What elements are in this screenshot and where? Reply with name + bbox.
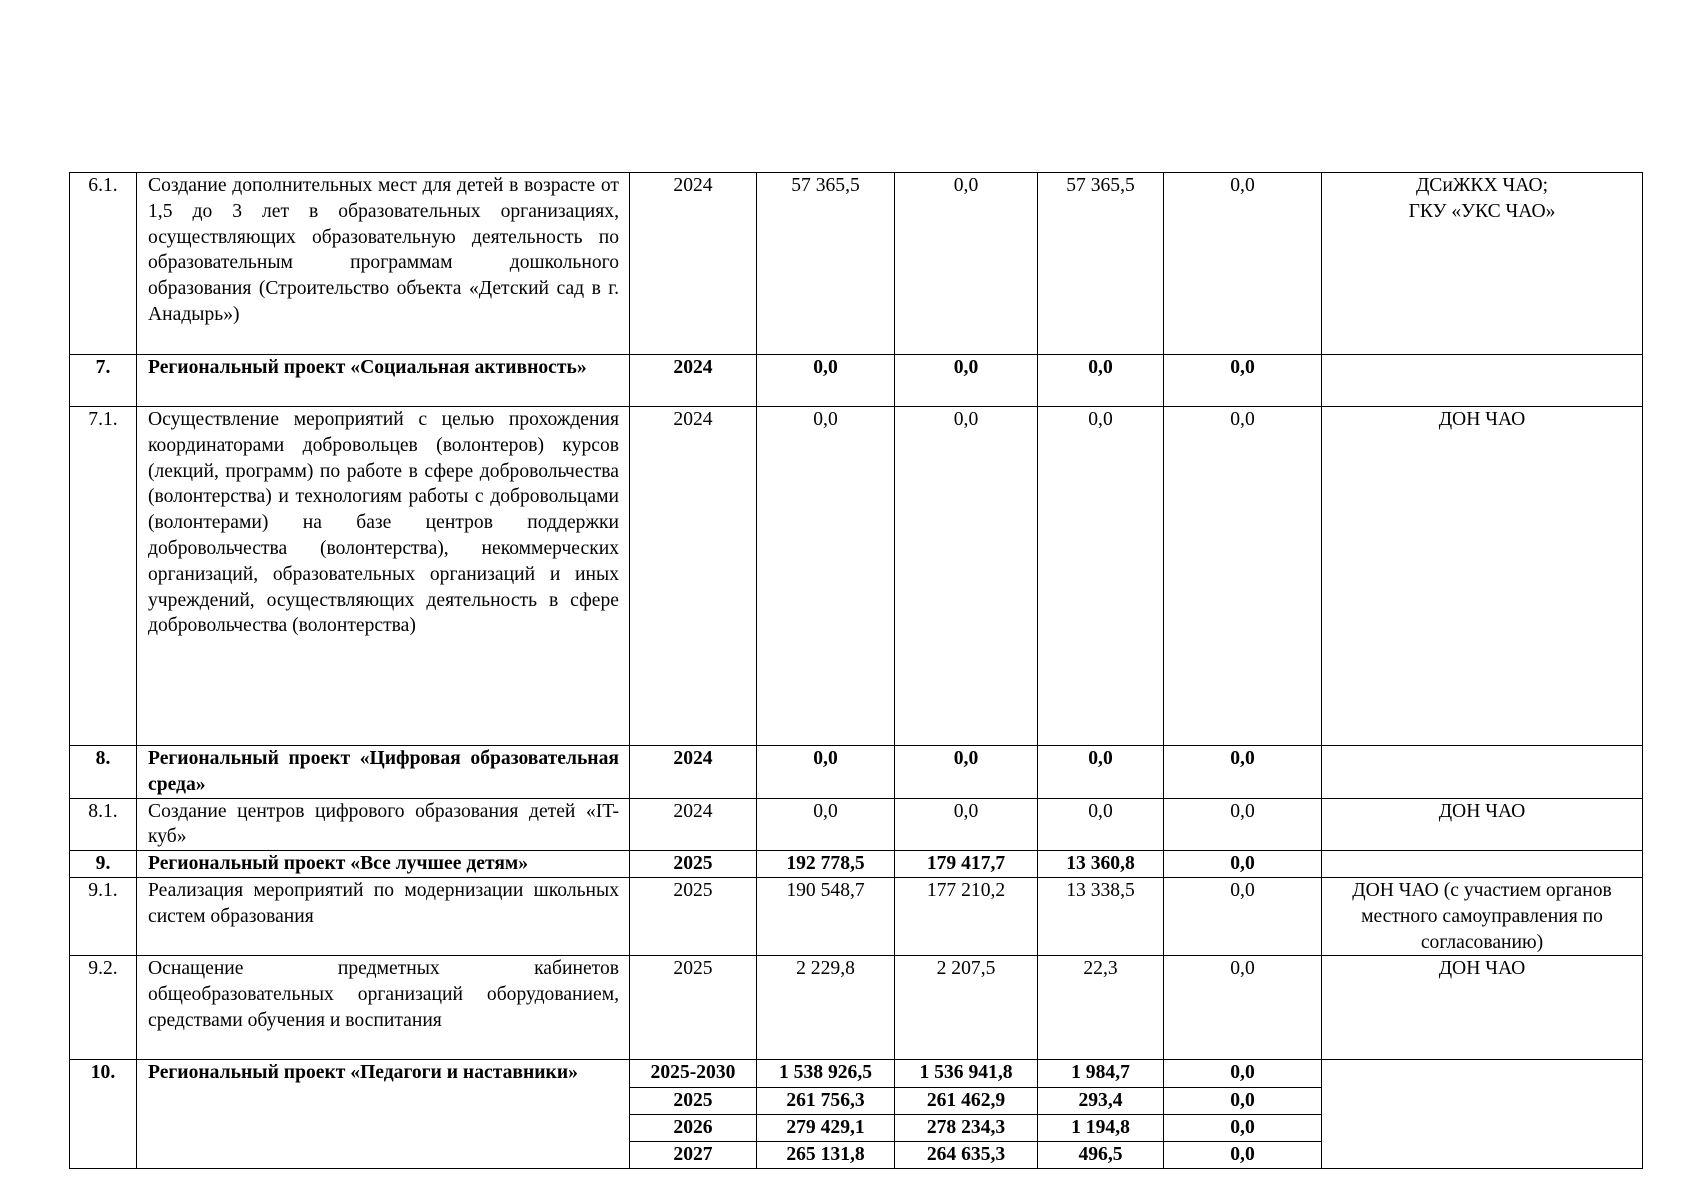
row-total: 0,0: [757, 798, 895, 851]
row-regional: 57 365,5: [1038, 173, 1164, 355]
row-total: 57 365,5: [757, 173, 895, 355]
row-federal: 179 417,7: [895, 851, 1038, 878]
row-total: 1 538 926,5: [757, 1060, 895, 1088]
row-year: 2024: [630, 355, 757, 407]
table-row: [70, 355, 1643, 407]
row-federal: 261 462,9: [895, 1088, 1038, 1115]
row-other: 0,0: [1164, 1088, 1322, 1115]
row-other: 0,0: [1164, 407, 1322, 746]
responsible-line: ДСиЖКХ ЧАО;: [1415, 175, 1549, 196]
row-other: 0,0: [1164, 1115, 1322, 1142]
row-year: 2027: [630, 1141, 757, 1168]
row-federal: 278 234,3: [895, 1115, 1038, 1142]
row-federal: 0,0: [895, 407, 1038, 746]
row-federal: 0,0: [895, 355, 1038, 407]
row-total: 190 548,7: [757, 877, 895, 955]
table-row: [70, 407, 1643, 746]
row-federal: 0,0: [895, 746, 1038, 799]
responsible-line: ГКУ «УКС ЧАО»: [1408, 200, 1556, 222]
row-responsible: [1322, 355, 1643, 407]
row-number: 8.: [70, 746, 137, 799]
row-regional: 0,0: [1038, 746, 1164, 799]
row-regional: 13 360,8: [1038, 851, 1164, 878]
budget-table: [69, 172, 1643, 1169]
row-description: Региональный проект «Педагоги и наставники»: [137, 1060, 630, 1168]
row-year: 2025: [630, 956, 757, 1060]
row-description: Создание центров цифрового образования детей «IT-куб»: [137, 798, 630, 851]
row-other: 0,0: [1164, 355, 1322, 407]
row-description: Осуществление мероприятий с целью прохождения координаторами добровольцев (волонтеров) курсов (лекций, программ) по работе в сфере добровольчества (волонтерства) и технологиям работы с добровольцами (волонтерами) на базе центров поддержки добровольчества (волонтерства), некоммерческих организаций, образовательных организаций и иных учреждений, осуществляющих деятельность в сфере добровольчества (волонтерства): [137, 407, 630, 746]
row-responsible: ДОН ЧАО (с участием органов местного самоуправления по согласованию): [1322, 877, 1643, 955]
row-year: 2024: [630, 746, 757, 799]
table-row: [70, 877, 1643, 955]
row-responsible: [1322, 173, 1643, 355]
row-federal: 0,0: [895, 173, 1038, 355]
row-year: 2025: [630, 877, 757, 955]
row-number: 8.1.: [70, 798, 137, 851]
row-other: 0,0: [1164, 798, 1322, 851]
row-number: 7.1.: [70, 407, 137, 746]
row-responsible: ДОН ЧАО: [1322, 798, 1643, 851]
row-description: Региональный проект «Социальная активность»: [137, 355, 630, 407]
row-description: Реализация мероприятий по модернизации школьных систем образования: [137, 877, 630, 955]
row-description: Региональный проект «Все лучшее детям»: [137, 851, 630, 878]
row-federal: 177 210,2: [895, 877, 1038, 955]
row-regional: 22,3: [1038, 956, 1164, 1060]
row-other: 0,0: [1164, 173, 1322, 355]
row-regional: 13 338,5: [1038, 877, 1164, 955]
row-other: 0,0: [1164, 1141, 1322, 1168]
row-number: 10.: [70, 1060, 137, 1168]
row-total: 0,0: [757, 746, 895, 799]
row-year: 2024: [630, 173, 757, 355]
row-other: 0,0: [1164, 877, 1322, 955]
row-other: 0,0: [1164, 851, 1322, 878]
row-number: 9.: [70, 851, 137, 878]
row-other: 0,0: [1164, 746, 1322, 799]
table-row: [70, 851, 1643, 878]
row-responsible: [1322, 746, 1643, 799]
row-number: 9.2.: [70, 956, 137, 1060]
row-description: Создание дополнительных мест для детей в возрасте от 1,5 до 3 лет в образовательных организациях, осуществляющих образовательную деятельность по образовательным программам дошкольного образования (Строительство объекта «Детский сад в г. Анадырь»): [137, 173, 630, 355]
row-regional: 1 984,7: [1038, 1060, 1164, 1088]
row-total: 2 229,8: [757, 956, 895, 1060]
row-description: Оснащение предметных кабинетов общеобразовательных организаций оборудованием, средствами обучения и воспитания: [137, 956, 630, 1060]
row-total: 261 756,3: [757, 1088, 895, 1115]
table-row: [70, 746, 1643, 799]
row-responsible: ДОН ЧАО: [1322, 407, 1643, 746]
row-year: 2024: [630, 798, 757, 851]
row-responsible: [1322, 851, 1643, 878]
row-regional: 0,0: [1038, 407, 1164, 746]
row-year: 2024: [630, 407, 757, 746]
row-year: 2026: [630, 1115, 757, 1142]
row-responsible: [1322, 1060, 1643, 1168]
row-federal: 0,0: [895, 798, 1038, 851]
row-federal: 2 207,5: [895, 956, 1038, 1060]
row-regional: 0,0: [1038, 355, 1164, 407]
table-row: [70, 173, 1643, 355]
row-description: Региональный проект «Цифровая образовательная среда»: [137, 746, 630, 799]
row-number: 6.1.: [70, 173, 137, 355]
row-federal: 264 635,3: [895, 1141, 1038, 1168]
row-responsible: ДОН ЧАО: [1322, 956, 1643, 1060]
row-federal: 1 536 941,8: [895, 1060, 1038, 1088]
row-total: 0,0: [757, 355, 895, 407]
table-row: [70, 956, 1643, 1060]
row-other: 0,0: [1164, 1060, 1322, 1088]
row-number: 9.1.: [70, 877, 137, 955]
row-regional: 1 194,8: [1038, 1115, 1164, 1142]
row-other: 0,0: [1164, 956, 1322, 1060]
row-total: 265 131,8: [757, 1141, 895, 1168]
row-total: 192 778,5: [757, 851, 895, 878]
row-total: 279 429,1: [757, 1115, 895, 1142]
row-total: 0,0: [757, 407, 895, 746]
row-regional: 293,4: [1038, 1088, 1164, 1115]
table-row: [70, 1060, 1643, 1088]
row-year: 2025: [630, 851, 757, 878]
table-row: [70, 798, 1643, 851]
row-regional: 0,0: [1038, 798, 1164, 851]
row-year: 2025-2030: [630, 1060, 757, 1088]
row-number: 7.: [70, 355, 137, 407]
row-year: 2025: [630, 1088, 757, 1115]
row-regional: 496,5: [1038, 1141, 1164, 1168]
